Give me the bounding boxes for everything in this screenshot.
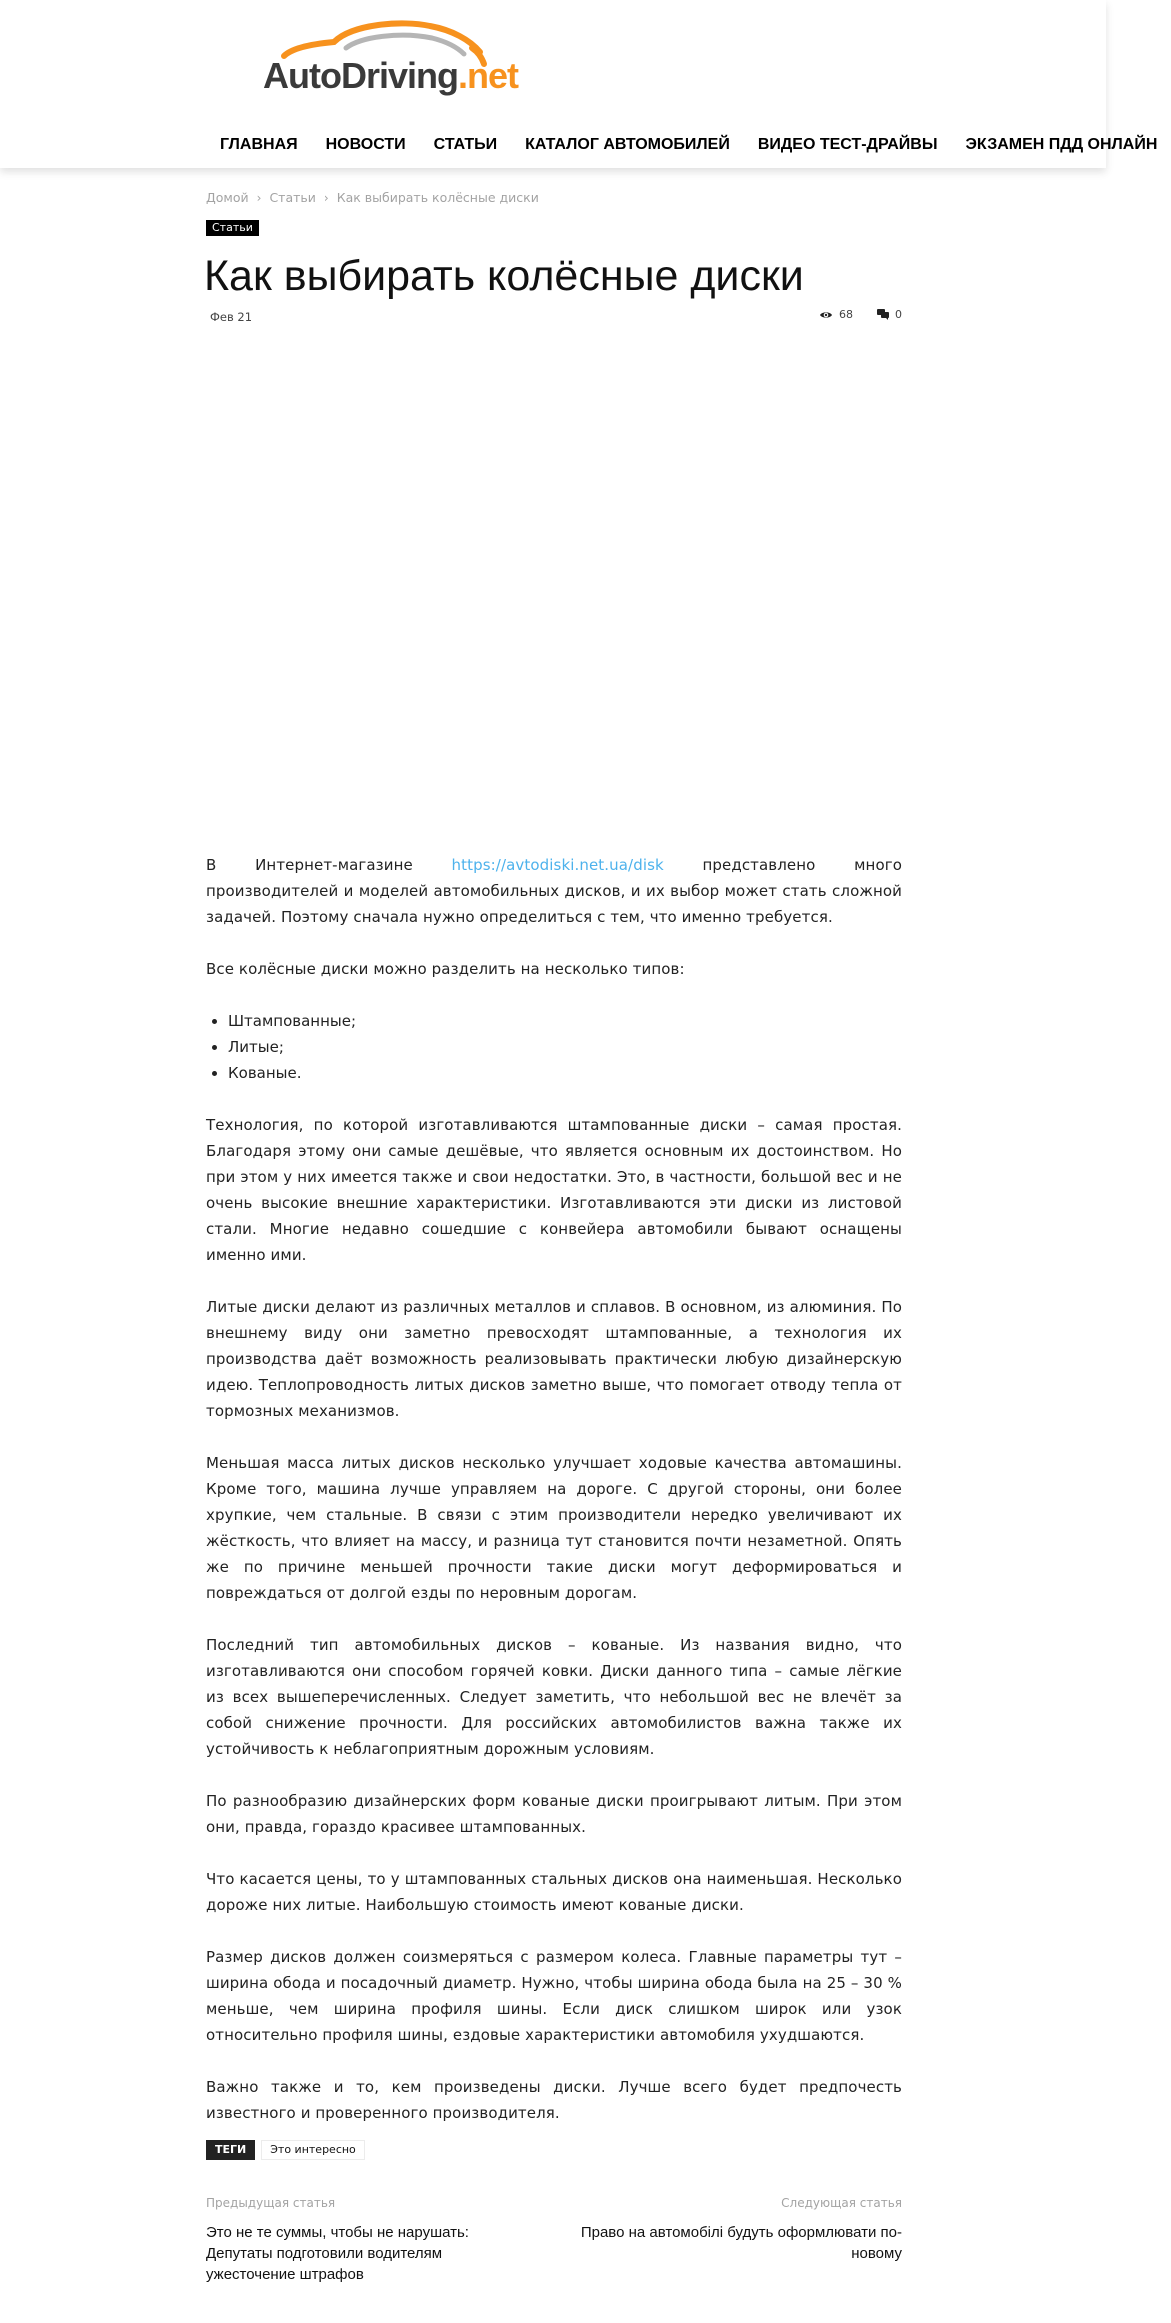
breadcrumb-articles[interactable]: Статьи <box>269 190 316 205</box>
main-nav <box>206 134 1171 156</box>
types-list <box>206 1008 902 1086</box>
post-date: Фев 21 <box>210 310 253 324</box>
intro-text-before: В Интернет-магазине <box>206 856 452 874</box>
breadcrumb <box>206 190 539 205</box>
article-paragraph: По разнообразию дизайнерских форм кованые диски проигрывают литым. При этом они, правда, гораздо красивее штампованных. <box>206 1792 902 1836</box>
site-logo[interactable] <box>262 18 518 100</box>
views-count: 68 <box>839 308 853 321</box>
list-item: • Кованые. <box>228 1060 902 1086</box>
nav-item-traffic-exam[interactable]: ЭКЗАМЕН ПДД ОНЛАЙН <box>965 136 1158 153</box>
post-stats <box>819 308 902 321</box>
list-item: • Штампованные; <box>228 1008 902 1034</box>
next-article-link[interactable]: Право на автомобілі будуть оформлювати по-новому <box>580 2224 902 2262</box>
logo-tld-text: .net <box>457 55 518 96</box>
logo-main-text: AutoDriving <box>263 55 458 96</box>
logo-text <box>263 55 518 96</box>
article-title: Как выбирать колёсные диски <box>204 252 804 300</box>
nav-item-car-catalog[interactable]: КАТАЛОГ АВТОМОБИЛЕЙ <box>525 136 730 153</box>
comment-icon <box>877 309 889 320</box>
article-paragraph: Важно также и то, кем произведены диски. Лучше всего будет предпочесть известного и проверенного производителя. <box>206 2078 902 2122</box>
nav-item-video-test-drives[interactable]: ВИДЕО ТЕСТ-ДРАЙВЫ <box>757 136 938 153</box>
types-intro: Все колёсные диски можно разделить на несколько типов: <box>206 960 685 978</box>
article-content <box>206 852 902 2152</box>
nav-item-home[interactable]: ГЛАВНАЯ <box>220 136 298 153</box>
site-header <box>0 0 1158 168</box>
views-stat <box>819 308 853 321</box>
comments-count: 0 <box>895 308 902 321</box>
list-item: • Литые; <box>228 1034 902 1060</box>
eye-icon <box>819 310 833 320</box>
article-paragraph: Последний тип автомобильных дисков – кованые. Из названия видно, что изготавливаются они способом горячей ковки. Диски данного типа – самые лёгкие из всех вышеперечисленных. Следует заметить, что небольшой вес не влечёт за собой снижение прочности. Для российских автомобилистов важна также их устойчивость к неблагоприятным дорожным условиям. <box>206 1636 902 1758</box>
tag-interesting[interactable]: Это интересно <box>261 2140 365 2160</box>
intro-text-after: представлено много производителей и моделей автомобильных дисков, и их выбор может стать сложной задачей. Поэтому сначала нужно определиться с тем, что именно требуется. <box>206 856 903 926</box>
article-paragraph: Меньшая масса литых дисков несколько улучшает ходовые качества автомашины. Кроме того, машина лучше управляем на дороге. С другой стороны, они более хрупкие, чем стальные. В связи с этим производители нередко увеличивают их жёсткость, что влияет на массу, и разница тут становится почти незаметной. Опять же по причине меньшей прочности такие диски могут деформироваться и повреждаться от долгой езды по неровным дорогам. <box>206 1454 902 1602</box>
article-intro <box>206 852 902 930</box>
shop-link[interactable]: https://avtodiski.net.ua/disk <box>451 856 664 874</box>
prev-article-link[interactable]: Это не те суммы, чтобы не нарушать: Депутаты подготовили водителям ужесточение штрафов <box>206 2224 469 2283</box>
article-paragraph: Литые диски делают из различных металлов и сплавов. В основном, из алюминия. По внешнему виду они заметно превосходят штампованные, а технология их производства даёт возможность реализовывать практически любую дизайнерскую идею. Теплопроводность литых дисков заметно выше, что помогает отводу тепла от тормозных механизмов. <box>206 1298 902 1420</box>
article-paragraph: Что касается цены, то у штампованных стальных дисков она наименьшая. Несколько дороже них литые. Наибольшую стоимость имеют кованые диски. <box>206 1870 902 1914</box>
article-paragraph: Размер дисков должен соизмеряться с размером колеса. Главные параметры тут – ширина обода и посадочный диаметр. Нужно, чтобы ширина обода была на 25 – 30 % меньше, чем ширина профиля шины. Если диск слишком широк или узок относительно профиля шины, ездовые характеристики автомобиля ухудшаются. <box>206 1948 902 2044</box>
prev-article-label: Предыдущая статья <box>206 2196 336 2210</box>
comments-stat[interactable] <box>877 308 902 321</box>
category-badge[interactable]: Статьи <box>206 220 259 236</box>
breadcrumb-home[interactable]: Домой <box>206 190 249 205</box>
article-paragraph: Технология, по которой изготавливаются штампованные диски – самая простая. Благодаря этому они самые дешёвые, что является основным их достоинством. Но при этом у них имеется также и свои недостатки. Это, в частности, большой вес и не очень высокие внешние характеристики. Изготавливаются эти диски из листовой стали. Многие недавно сошедшие с конвейера автомобили бывают оснащены именно ими. <box>206 1116 902 1264</box>
breadcrumb-current[interactable]: Как выбирать колёсные диски <box>336 190 539 205</box>
tags-label: ТЕГИ <box>206 2140 255 2160</box>
nav-item-news[interactable]: НОВОСТИ <box>325 136 406 153</box>
breadcrumb-separator: › <box>256 190 262 205</box>
tags-section <box>206 2140 365 2160</box>
breadcrumb-separator: › <box>323 190 329 205</box>
next-article-label: Следующая статья <box>781 2196 902 2210</box>
nav-item-articles[interactable]: СТАТЬИ <box>433 136 498 153</box>
